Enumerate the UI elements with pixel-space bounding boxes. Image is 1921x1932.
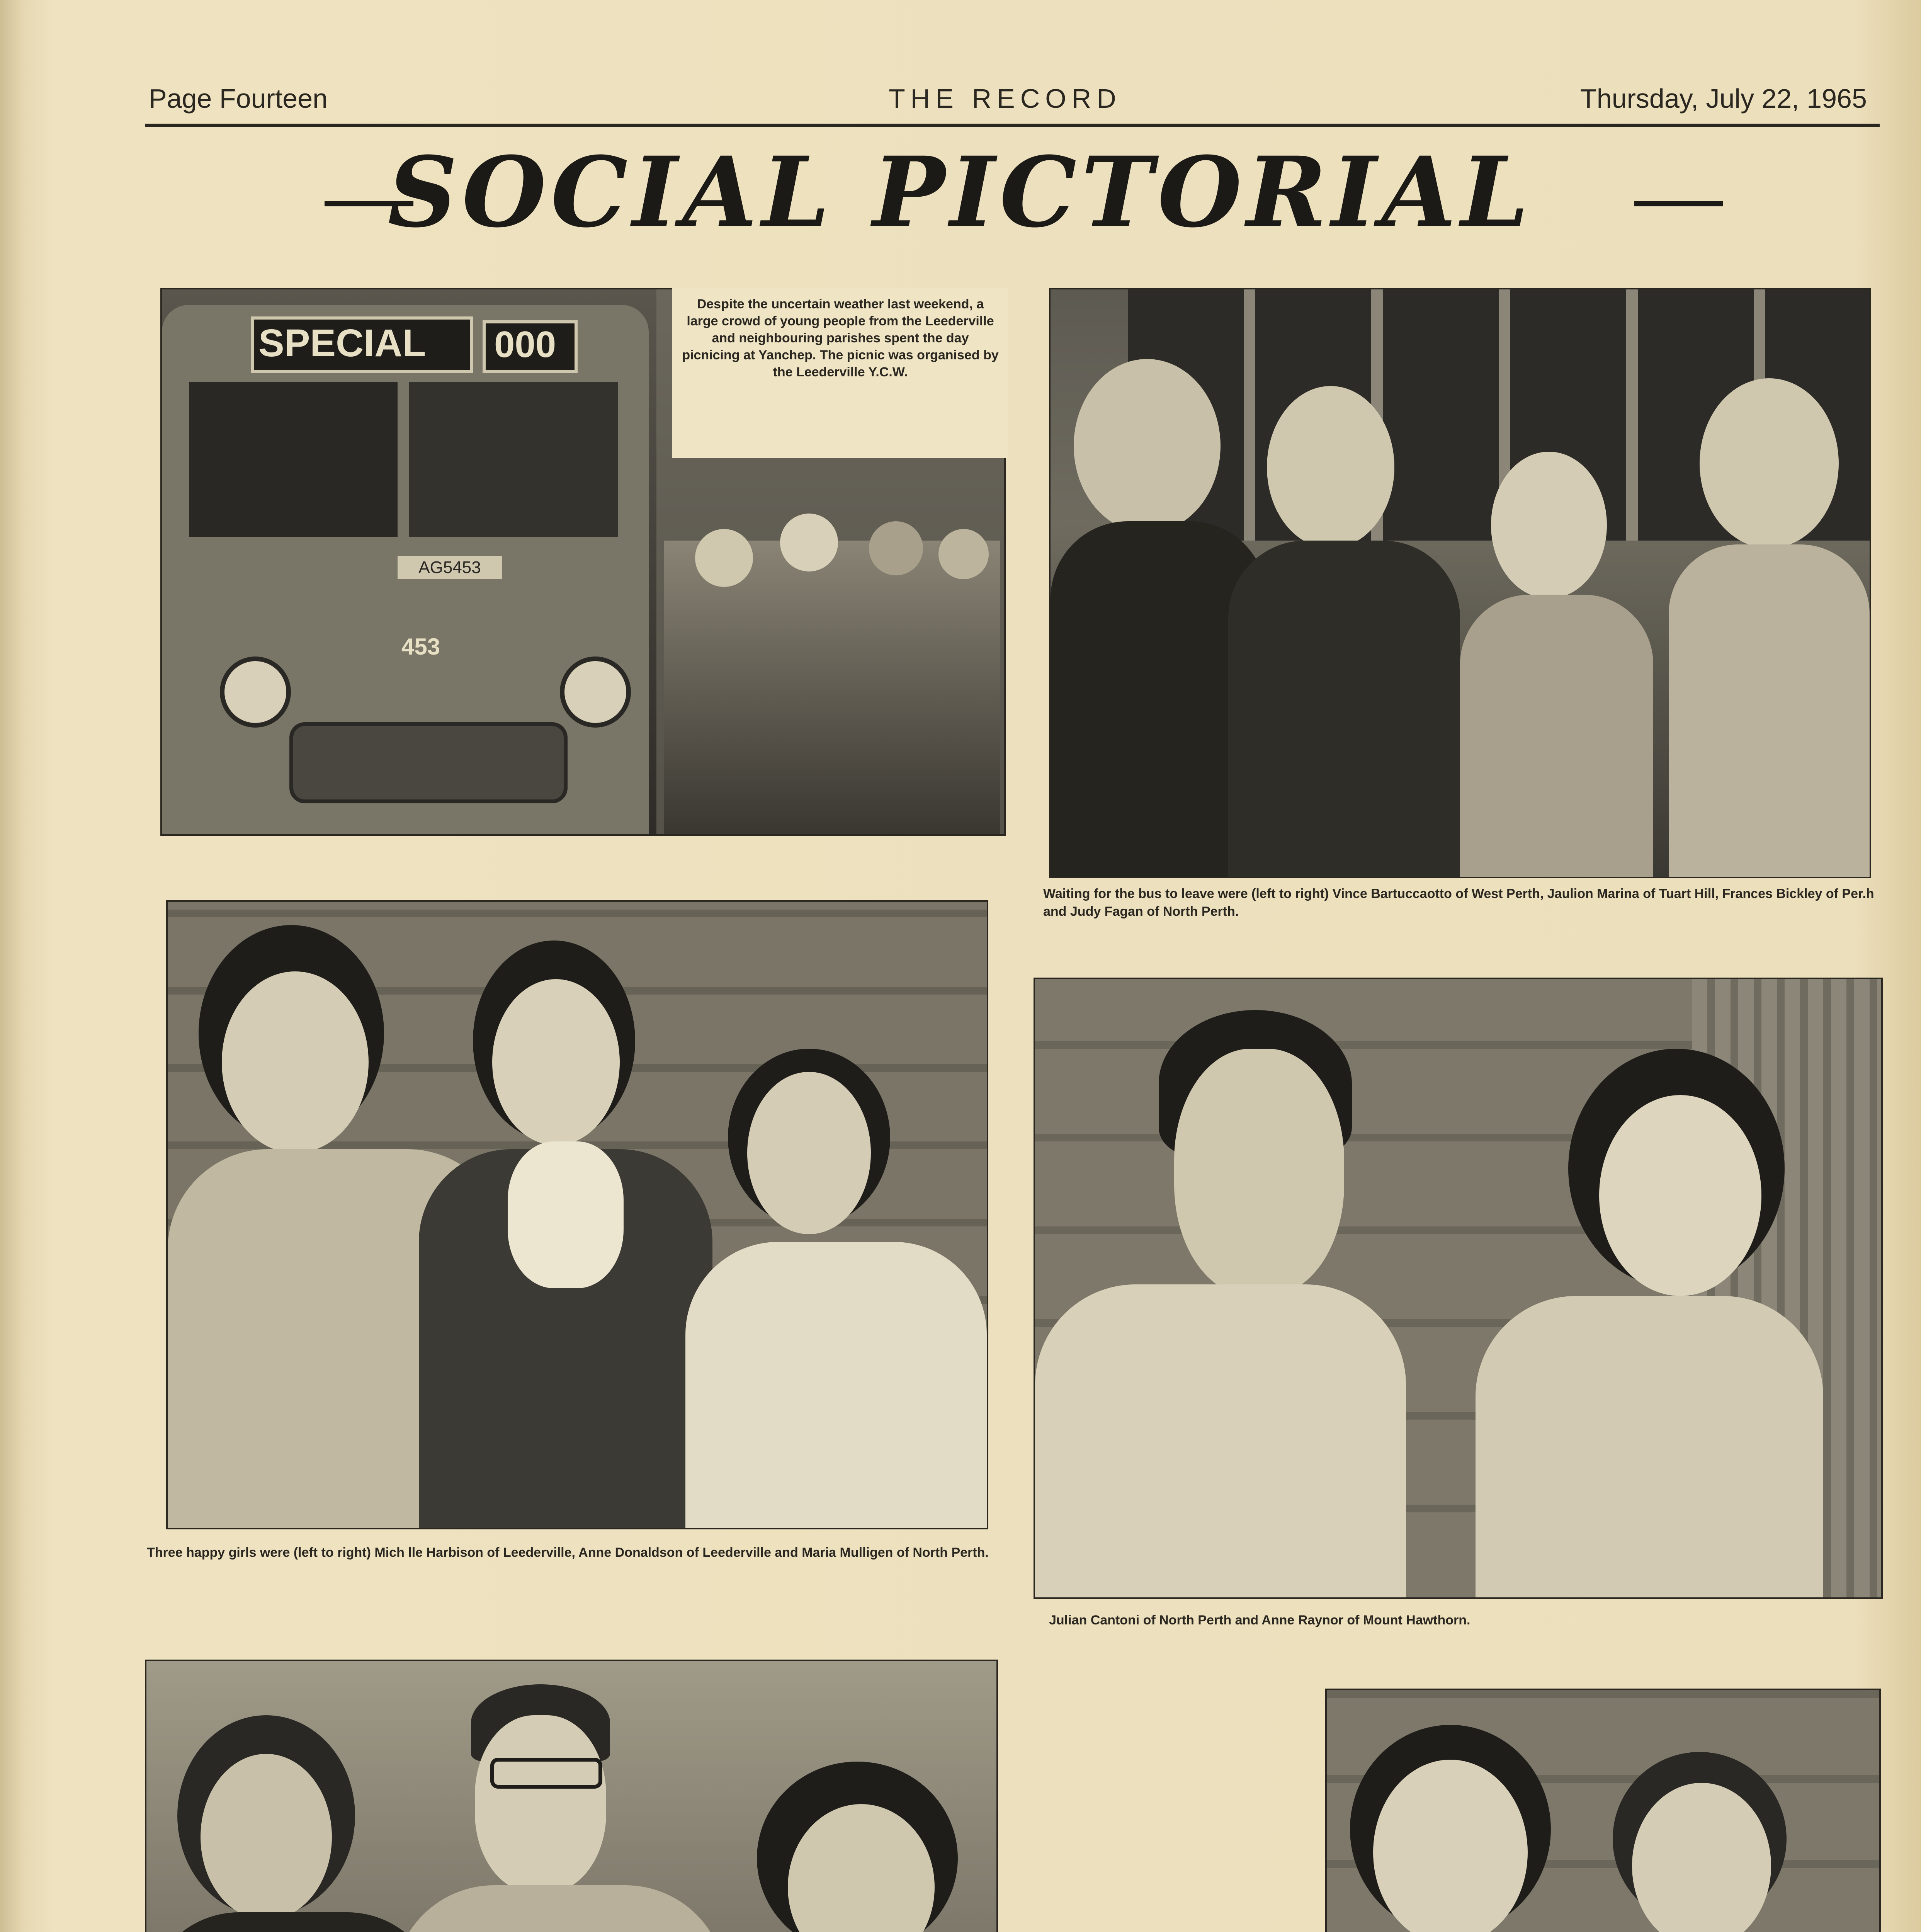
photo-two-girls-bag [1325, 1689, 1881, 1932]
person-head [747, 1072, 871, 1234]
person-head [1074, 359, 1221, 533]
caption-photo-4: Julian Cantoni of North Perth and Anne Raynor of Mount Hawthorn. [1049, 1613, 1470, 1628]
person-body [1669, 544, 1870, 877]
bus-headlight-right [560, 656, 631, 728]
person-head [1267, 386, 1394, 548]
issue-date: Thursday, July 22, 1965 [1580, 83, 1867, 114]
bus-windscreen-left [189, 382, 398, 537]
photo-group-four [1049, 288, 1871, 878]
person-head [1599, 1095, 1761, 1296]
person-head [492, 979, 620, 1145]
page-title: SOCIAL PICTORIAL [388, 135, 1533, 249]
bus-windscreen-right [409, 382, 618, 537]
crowd-person [780, 514, 838, 571]
person-body [1476, 1296, 1823, 1597]
bus-route-sign: 000 [494, 324, 556, 365]
page-number: Page Fourteen [149, 83, 328, 114]
caption-photo-2: Waiting for the bus to leave were (left to right) Vince Bartuccaotto of West Perth, Jaulion Marina of Tuart Hill, Frances Bickley of Per.h and Judy Fagan of North Perth. [1043, 886, 1874, 919]
person-body [1035, 1284, 1406, 1597]
crowd-person [938, 529, 989, 579]
bus-plate: AG5453 [398, 556, 502, 579]
person-head [201, 1754, 332, 1920]
bus-destination-sign: SPECIAL [258, 321, 426, 365]
person-head [1174, 1049, 1344, 1296]
masthead: THE RECORD [889, 83, 1122, 114]
scarf [508, 1141, 624, 1288]
person-body [1460, 595, 1653, 877]
caption-photo-3: Three happy girls were (left to right) Mich lle Harbison of Leederville, Anne Donaldson of Leederville and Maria Mulligen of North Perth. [147, 1545, 989, 1560]
photo-three-girls [166, 900, 988, 1529]
header-rule [145, 124, 1880, 127]
person-body [685, 1242, 987, 1528]
person-head [222, 971, 369, 1153]
glasses-icon [490, 1758, 602, 1789]
person-head [475, 1715, 606, 1893]
person-body [1228, 541, 1460, 877]
photo-trio [145, 1660, 998, 1932]
crowd-person [695, 529, 753, 587]
bus-headlight-left [220, 656, 291, 728]
bus-grille [289, 722, 568, 803]
crowd-person [869, 521, 923, 575]
person-head [1700, 378, 1839, 548]
intro-text: Despite the uncertain weather last weekend, a large crowd of young people from the Leederville and neighbouring parishes spent the day picnicing at Yanchep. The picnic was organised by the Leederville Y.C.W. [672, 288, 1008, 458]
person-head [1491, 452, 1607, 599]
bus-number: 453 [401, 634, 440, 660]
title-dash-right [1634, 201, 1723, 206]
photo-couple [1034, 978, 1883, 1599]
